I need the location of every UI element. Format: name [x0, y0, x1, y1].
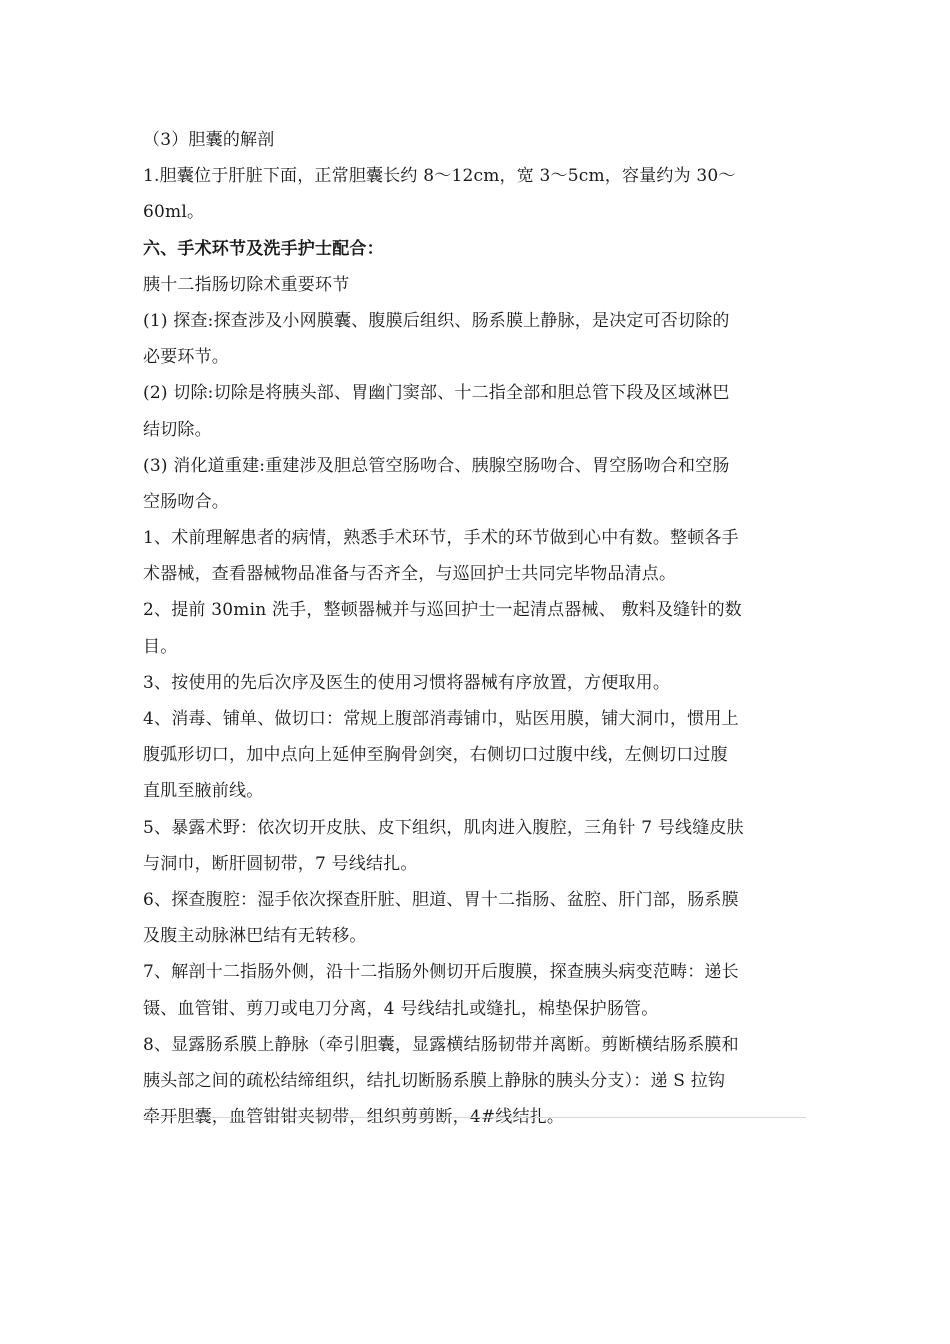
paragraph-line: 60ml。 — [143, 202, 205, 223]
paragraph-line: 腹弧形切口，加中点向上延伸至胸骨剑突，右侧切口过腹中线，左侧切口过腹 — [143, 745, 728, 766]
paragraph-line: 8、显露肠系膜上静脉（牵引胆囊，显露横结肠韧带并离断。剪断横结肠系膜和 — [143, 1034, 739, 1055]
paragraph-line: 3、按使用的先后次序及医生的使用习惯将器械有序放置，方便取用。 — [143, 672, 671, 693]
paragraph-line: 目。 — [143, 636, 178, 657]
paragraph-line: 胰十二指肠切除术重要环节 — [143, 274, 350, 295]
paragraph-line: 及腹主动脉淋巴结有无转移。 — [143, 926, 367, 947]
paragraph-line: 5、暴露术野：依次切开皮肤、皮下组织，肌肉进入腹腔，三角针 7 号线缝皮肤 — [143, 817, 744, 838]
paragraph-line: 1.胆囊位于肝脏下面，正常胆囊长约 8～12cm，宽 3～5cm，容量约为 30～ — [143, 166, 736, 187]
paragraph-line: 空肠吻合。 — [143, 491, 229, 512]
paragraph-line: 术器械，查看器械物品准备与否齐全，与巡回护士共同完毕物品清点。 — [143, 564, 677, 585]
paragraph-line: 胰头部之间的疏松结缔组织，结扎切断肠系膜上静脉的胰头分支）：递 S 拉钩 — [143, 1070, 726, 1091]
paragraph-line: 1、术前理解患者的病情，熟悉手术环节，手术的环节做到心中有数。整顿各手 — [143, 528, 739, 549]
paragraph-line: 4、消毒、铺单、做切口：常规上腹部消毒铺巾，贴医用膜，铺大洞巾，惯用上 — [143, 709, 739, 729]
paragraph-line: 6、探查腹腔：湿手依次探查肝脏、胆道、胃十二指肠、盆腔、肝门部，肠系膜 — [143, 889, 739, 910]
paragraph-line: 结切除。 — [143, 419, 212, 440]
paragraph-line: 必要环节。 — [143, 347, 229, 368]
paragraph-line: (3) 消化道重建:重建涉及胆总管空肠吻合、胰腺空肠吻合、胃空肠吻合和空肠 — [143, 455, 730, 476]
paragraph-line: 镊、血管钳、剪刀或电刀分离，4 号线结扎或缝扎，棉垫保护肠管。 — [143, 998, 659, 1019]
paragraph-line: 直肌至腋前线。 — [143, 781, 264, 802]
paragraph-line: (1) 探查:探查涉及小网膜囊、腹膜后组织、肠系膜上静脉，是决定可否切除的 — [143, 310, 730, 331]
paragraph-line: 与洞巾，断肝圆韧带，7 号线结扎。 — [143, 853, 418, 874]
paragraph-line: (2) 切除:切除是将胰头部、胃幽门窦部、十二指全部和胆总管下段及区域淋巴 — [143, 383, 730, 404]
document-body — [143, 122, 808, 1135]
page-divider — [143, 1117, 806, 1118]
paragraph-line: 7、解剖十二指肠外侧，沿十二指肠外侧切开后腹膜，探查胰头病变范畴：递长 — [143, 962, 739, 983]
section-heading-surgery-steps: 六、手术环节及洗手护士配合： — [143, 238, 384, 259]
paragraph-line: 2、提前 30min 洗手，整顿器械并与巡回护士一起清点器械、 敷料及缝针的数 — [143, 600, 742, 621]
paragraph-line: 牵开胆囊，血管钳钳夹韧带，组织剪剪断，4#线结扎。 — [143, 1107, 565, 1128]
section-subheading-gallbladder: （3）胆囊的解剖 — [143, 130, 275, 150]
